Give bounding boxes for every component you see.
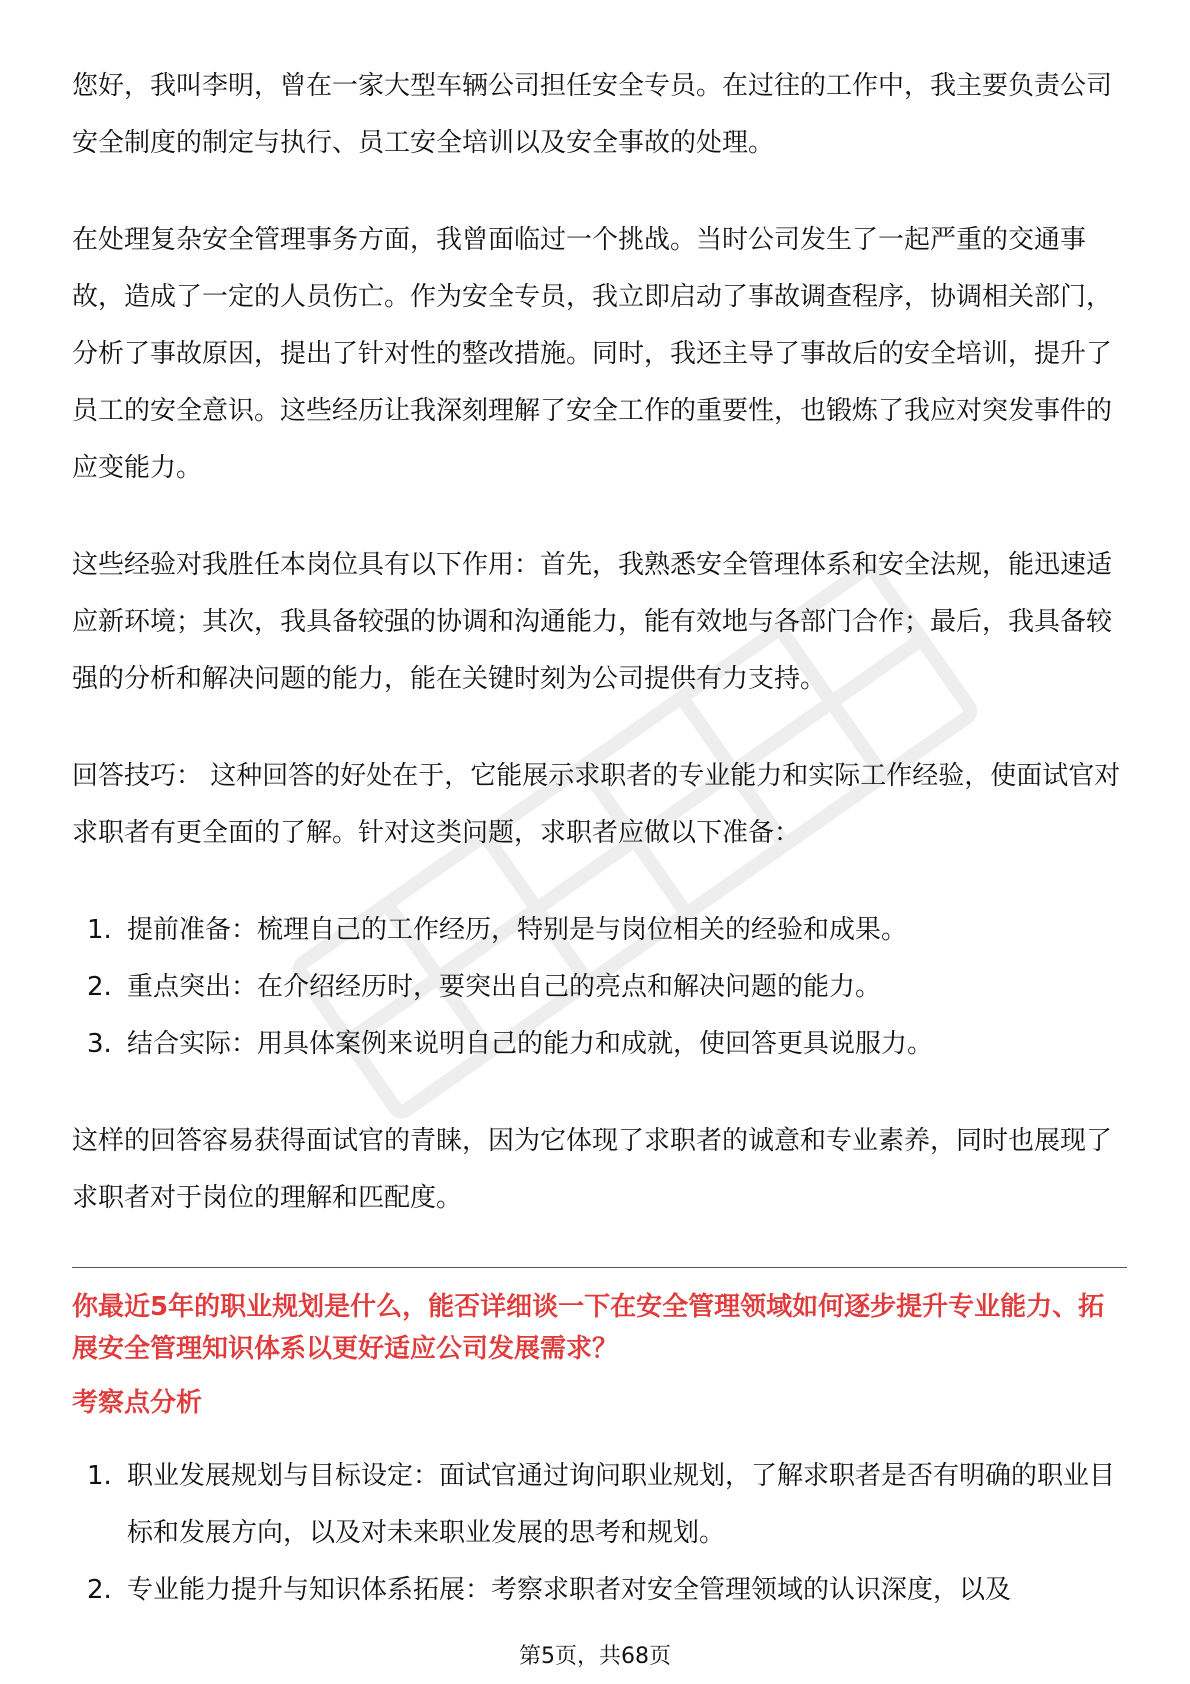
section-divider bbox=[72, 1267, 1127, 1268]
intro-paragraph: 您好，我叫李明，曾在一家大型车辆公司担任安全专员。在过往的工作中，我主要负责公司安全制度的制定与执行、员工安全培训以及安全事故的处理。 bbox=[72, 71, 1113, 158]
page-footer: 第5页，共68页 bbox=[519, 1644, 671, 1669]
list-item: 1. 提前准备：梳理自己的工作经历，特别是与岗位相关的经验和成果。 bbox=[87, 915, 908, 945]
list-item: 1. 职业发展规划与目标设定：面试官通过询问职业规划，了解求职者是否有明确的职业目标和发展方向，以及对未来职业发展的思考和规划。 bbox=[87, 1461, 1116, 1548]
tips-intro-paragraph: 回答技巧： 这种回答的好处在于，它能展示求职者的专业能力和实际工作经验，使面试官对求职者有更全面的了解。针对这类问题，求职者应做以下准备： bbox=[72, 761, 1121, 848]
tips-list bbox=[72, 902, 1127, 1073]
list-item: 2. 重点突出：在介绍经历时，要突出自己的亮点和解决问题的能力。 bbox=[87, 972, 882, 1002]
experience-paragraph: 这些经验对我胜任本岗位具有以下作用：首先，我熟悉安全管理体系和安全法规，能迅速适应新环境；其次，我具备较强的协调和沟通能力，能有效地与各部门合作；最后，我具备较强的分析和解决问题的能力，能在关键时刻为公司提供有力支持。 bbox=[72, 550, 1113, 694]
list-item: 3. 结合实际：用具体案例来说明自己的能力和成就，使回答更具说服力。 bbox=[87, 1029, 934, 1059]
closing-paragraph: 这样的回答容易获得面试官的青睐，因为它体现了求职者的诚意和专业素养，同时也展现了求职者对于岗位的理解和匹配度。 bbox=[72, 1126, 1113, 1213]
challenge-paragraph: 在处理复杂安全管理事务方面，我曾面临过一个挑战。当时公司发生了一起严重的交通事故，造成了一定的人员伤亡。作为安全专员，我立即启动了事故调查程序，协调相关部门，分析了事故原因，提出了针对性的整改措施。同时，我还主导了事故后的安全培训，提升了员工的安全意识。这些经历让我深刻理解了安全工作的重要性，也锻炼了我应对突发事件的应变能力。 bbox=[72, 225, 1113, 483]
analysis-list bbox=[72, 1448, 1127, 1619]
document-body bbox=[72, 58, 1127, 1659]
question-heading: 你最近5年的职业规划是什么，能否详细谈一下在安全管理领域如何逐步提升专业能力、拓展安全管理知识体系以更好适应公司发展需求？ bbox=[72, 1292, 1105, 1364]
list-item: 2. 专业能力提升与知识体系拓展：考察求职者对安全管理领域的认识深度，以及 bbox=[87, 1575, 1012, 1605]
analysis-title: 考察点分析 bbox=[72, 1388, 203, 1418]
watermark-text: 职业圈 bbox=[620, 852, 650, 863]
